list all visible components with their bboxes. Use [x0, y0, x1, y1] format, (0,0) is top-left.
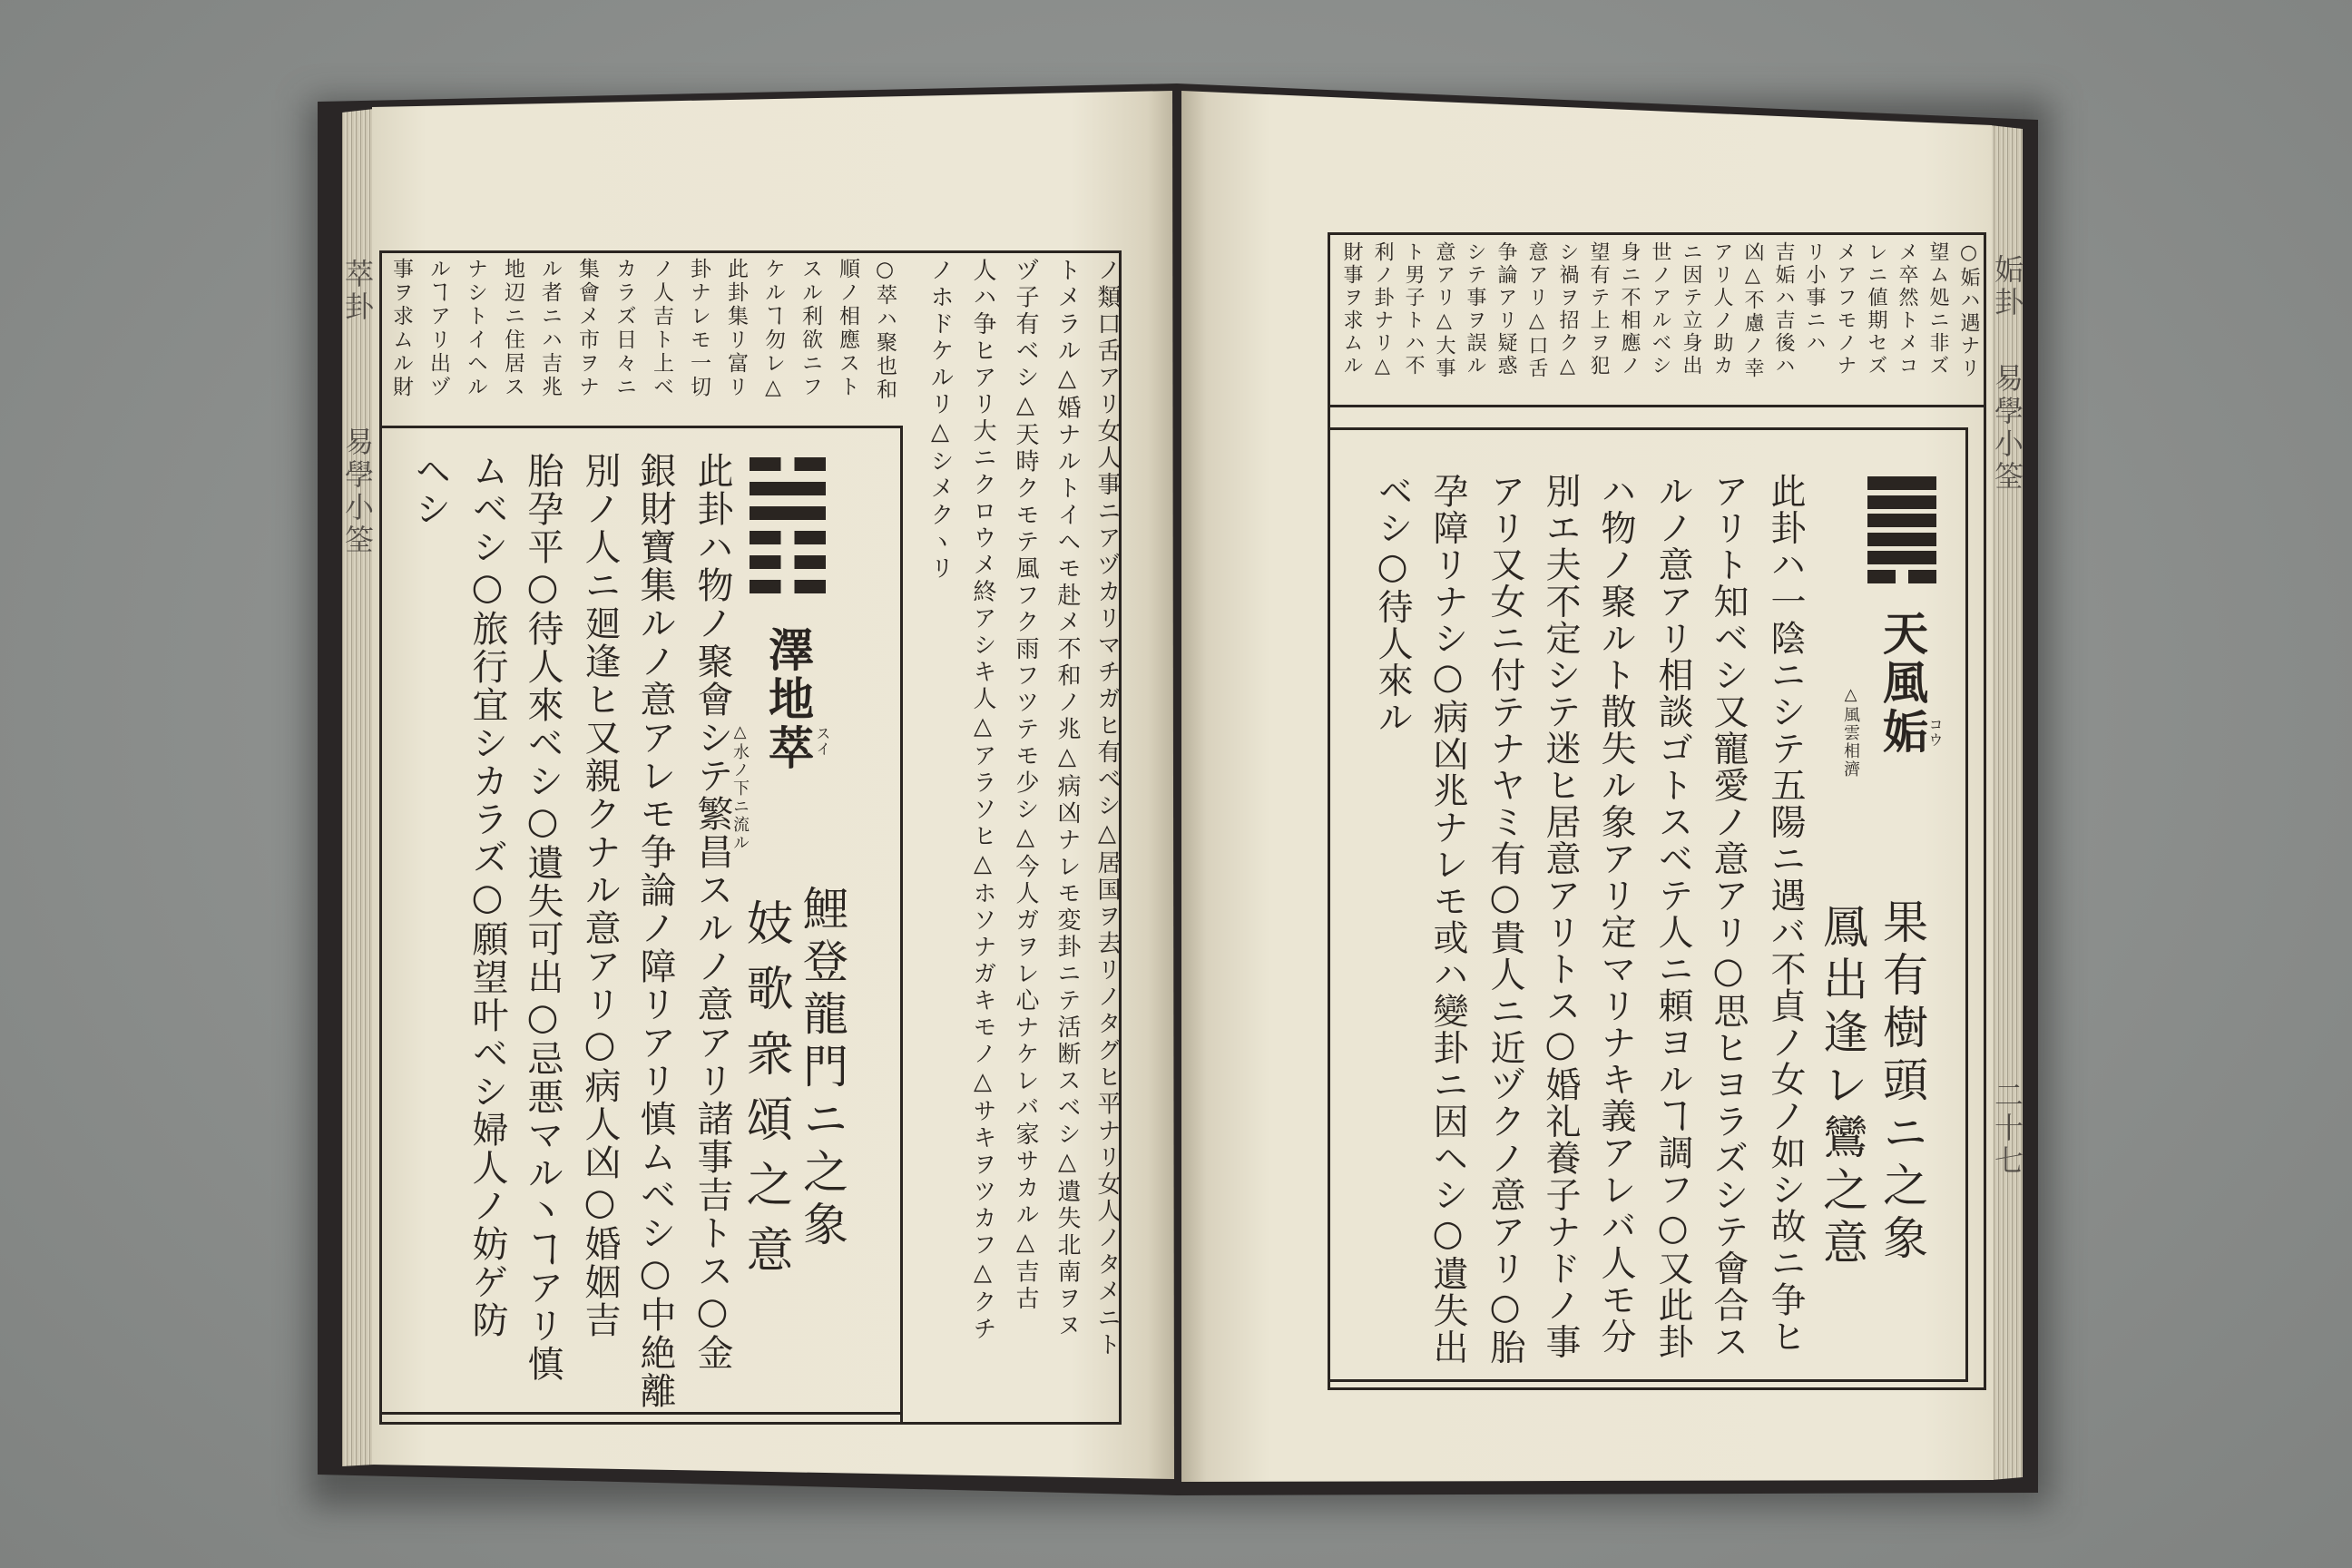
left-main-box-bottom [379, 1412, 903, 1415]
left-band-column: 事ヲ求ムル財 [389, 258, 413, 399]
left-side-column: ヅ子有ベシ△天時クモテ風フク雨フツテモ少シ△今人ガヲレ心ナケレバ家サカル△吉古 [1012, 258, 1039, 1313]
right-band-column: 望ム処ニ非ズ [1926, 241, 1949, 377]
hexagram-name: 天風姤 [1876, 610, 1929, 757]
left-side-column: トメラル△婚ナルトイヘモ赴メ不和ノ兆△病凶ナレモ変卦ニテ活断スベシ△遺失北南ヲヌ [1054, 258, 1081, 1339]
left-side-column: ノホドケルリ△シメクヽリ [926, 258, 954, 583]
hexagram-line-yang [1867, 495, 1936, 509]
left-band-column: ナシトイヘル [464, 258, 487, 399]
right-band-column: メアフモノナ [1834, 241, 1857, 377]
left-band-column: ノ人吉ト上ベ [650, 258, 673, 399]
left-side-column: 人ハ争ヒアリ大ニクロウメ終アシキ人△アラソヒ△ホソナガキモノ△サキヲツカフ△クチ [969, 258, 996, 1343]
left-band-column: 此卦集リ富リ [724, 258, 748, 399]
hexagram-name-ruby: スイ [814, 726, 831, 757]
right-band-column: ○姤ハ遇ナリ [1957, 241, 1980, 380]
hexagram-line-yang [750, 482, 826, 495]
hexagram-line-yang [1867, 533, 1936, 546]
left-main-column: ムベシ○旅行宜シカラズ○願望叶ベシ婦人ノ妨ゲ防 [466, 452, 508, 1339]
left-band-column: 集會メ市ヲナ [575, 258, 599, 399]
right-band-column: 身ニ不相應ノ [1618, 241, 1641, 377]
hexagram-image-phrase: 鯉登龍門ニ之象 [796, 885, 848, 1253]
hexagram-line-yin [750, 580, 826, 593]
right-main-column: 此卦ハ一陰ニシテ五陽ニ遇バ不貞ノ女ノ如シ故ニ争ヒ [1765, 473, 1806, 1355]
right-band-column: 凶△不慮ノ幸 [1741, 241, 1764, 380]
right-band-column: 世ノアルベシ [1649, 241, 1671, 377]
hexagram-symbol-sui [750, 457, 826, 593]
right-main-column: ルノ意アリ相談ゴトスベテ人ニ頼ヨルヿ調フ○又此卦 [1652, 473, 1693, 1360]
left-band-column: ケルヿ勿レ△ [761, 258, 785, 402]
right-band-column: 吉姤ハ吉後ハ [1772, 241, 1795, 377]
right-band-divider [1328, 405, 1986, 407]
left-main-column: 胎孕平○待人來ベシ○遺失可出○忌悪マル丶ヿアリ慎 [522, 452, 564, 1383]
left-band-column: 順ノ相應スト [836, 258, 859, 399]
right-band-column: 意アリ△口舌 [1525, 241, 1548, 380]
right-band-column: シ禍ヲ招ク△ [1556, 241, 1579, 380]
hexagram-name: 澤地萃 [761, 626, 815, 773]
hexagram-meaning-phrase: 妓歌衆頌之意 [738, 898, 792, 1290]
right-band-column: アリ人ノ助カ [1710, 241, 1733, 377]
left-band-divider [379, 426, 903, 428]
right-edge-series: 易學小筌 [1990, 363, 2024, 494]
hexagram-note: △風雲相濟 [1841, 685, 1860, 779]
left-edge-title: 萃卦 [340, 259, 375, 324]
left-band-column: 卦ナレモ一切 [687, 258, 710, 399]
right-main-column: アリト知ベシ又寵愛ノ意アリ○思ヒヨラズシテ會合ス [1708, 473, 1749, 1360]
hexagram-line-yin [750, 457, 826, 471]
hexagram-meaning-phrase: 鳳出逢レ鸞之意 [1816, 903, 1868, 1271]
right-band-column: 意アリ△大事 [1433, 241, 1455, 380]
left-band-column: 地辺ニ住居ス [501, 258, 524, 399]
hexagram-note: △水ノ下ニ流ル [730, 722, 750, 852]
right-band-column: ト男子トハ不 [1402, 241, 1425, 377]
right-main-column: ハ物ノ聚ルト散失ル象アリ定マリナキ義アレバ人モ分 [1595, 473, 1636, 1355]
right-band-column: 利ノ卦ナリ△ [1371, 241, 1394, 380]
right-band-column: シテ事ヲ誤ル [1464, 241, 1486, 377]
hexagram-line-yang [1867, 551, 1936, 564]
left-main-column: 銀財寶集ルノ意アレモ争論ノ障リアリ慎ムベシ○中絶離 [634, 452, 676, 1410]
left-band-column: ル者ニハ吉兆 [538, 258, 562, 399]
hexagram-line-yin [1867, 570, 1936, 583]
hexagram-line-yang [1867, 514, 1936, 527]
left-band-column: カラズ日々ニ [612, 258, 636, 399]
right-band-column: 財事ヲ求ムル [1340, 241, 1363, 377]
right-main-column: アリ又女ニ付テナヤミ有○貴人ニ近ヅクノ意アリ○胎 [1485, 473, 1525, 1366]
left-main-column: 此卦ハ物ノ聚會シテ繁昌スルノ意アリ諸事吉トス○金 [691, 452, 733, 1372]
left-band-column: スル利欲ニフ [799, 258, 822, 399]
hexagram-line-yang [1867, 476, 1936, 490]
left-band-column: ルヿアリ出ヅ [426, 258, 450, 399]
hexagram-line-yin [750, 555, 826, 569]
hexagram-line-yin [750, 531, 826, 544]
right-main-column: 孕障リナシ○病凶兆ナレモ或ハ變卦ニ因ヘシ○遺失出 [1427, 473, 1468, 1366]
right-main-column: ベシ○待人來ル [1372, 473, 1413, 736]
right-band-column: リ小事ニハ [1803, 241, 1826, 355]
right-band-column: ニ因テ立身出 [1680, 241, 1702, 377]
right-main-column: 別エ夫不定シテ迷ヒ居意アリトス○婚礼養子ナドノ事 [1540, 473, 1581, 1360]
hexagram-image-phrase: 果有樹頭ニ之象 [1876, 898, 1928, 1267]
right-band-column: 争論アリ疑惑 [1494, 241, 1517, 377]
left-band-column: ○萃ハ聚也和 [873, 258, 897, 402]
hexagram-symbol-kou [1867, 476, 1936, 583]
left-side-column: ノ類口舌アリ女人事ニアヅカリマチガヒ有ベシ△居国ヲ去リノタグヒ平ナリ女人ノタメニト [1093, 258, 1121, 1359]
hexagram-line-yang [750, 506, 826, 520]
right-band-column: 望有テ上ヲ犯 [1587, 241, 1610, 377]
right-band-column: メ卒然トメコ [1896, 241, 1918, 377]
left-edge-series: 易學小筌 [340, 426, 375, 557]
left-main-column: ヘシ [409, 452, 451, 528]
right-edge-title: 姤卦 [1990, 254, 2024, 319]
hexagram-name-ruby: コウ [1926, 717, 1944, 748]
right-band-column: レニ値期セズ [1865, 241, 1887, 377]
left-main-column: 別ノ人ニ廻逢ヒ又親クナル意アリ○病人凶○婚姻吉 [579, 452, 621, 1339]
left-main-box-divider [900, 426, 903, 1424]
page-number: 二十七 [1990, 1080, 2024, 1178]
